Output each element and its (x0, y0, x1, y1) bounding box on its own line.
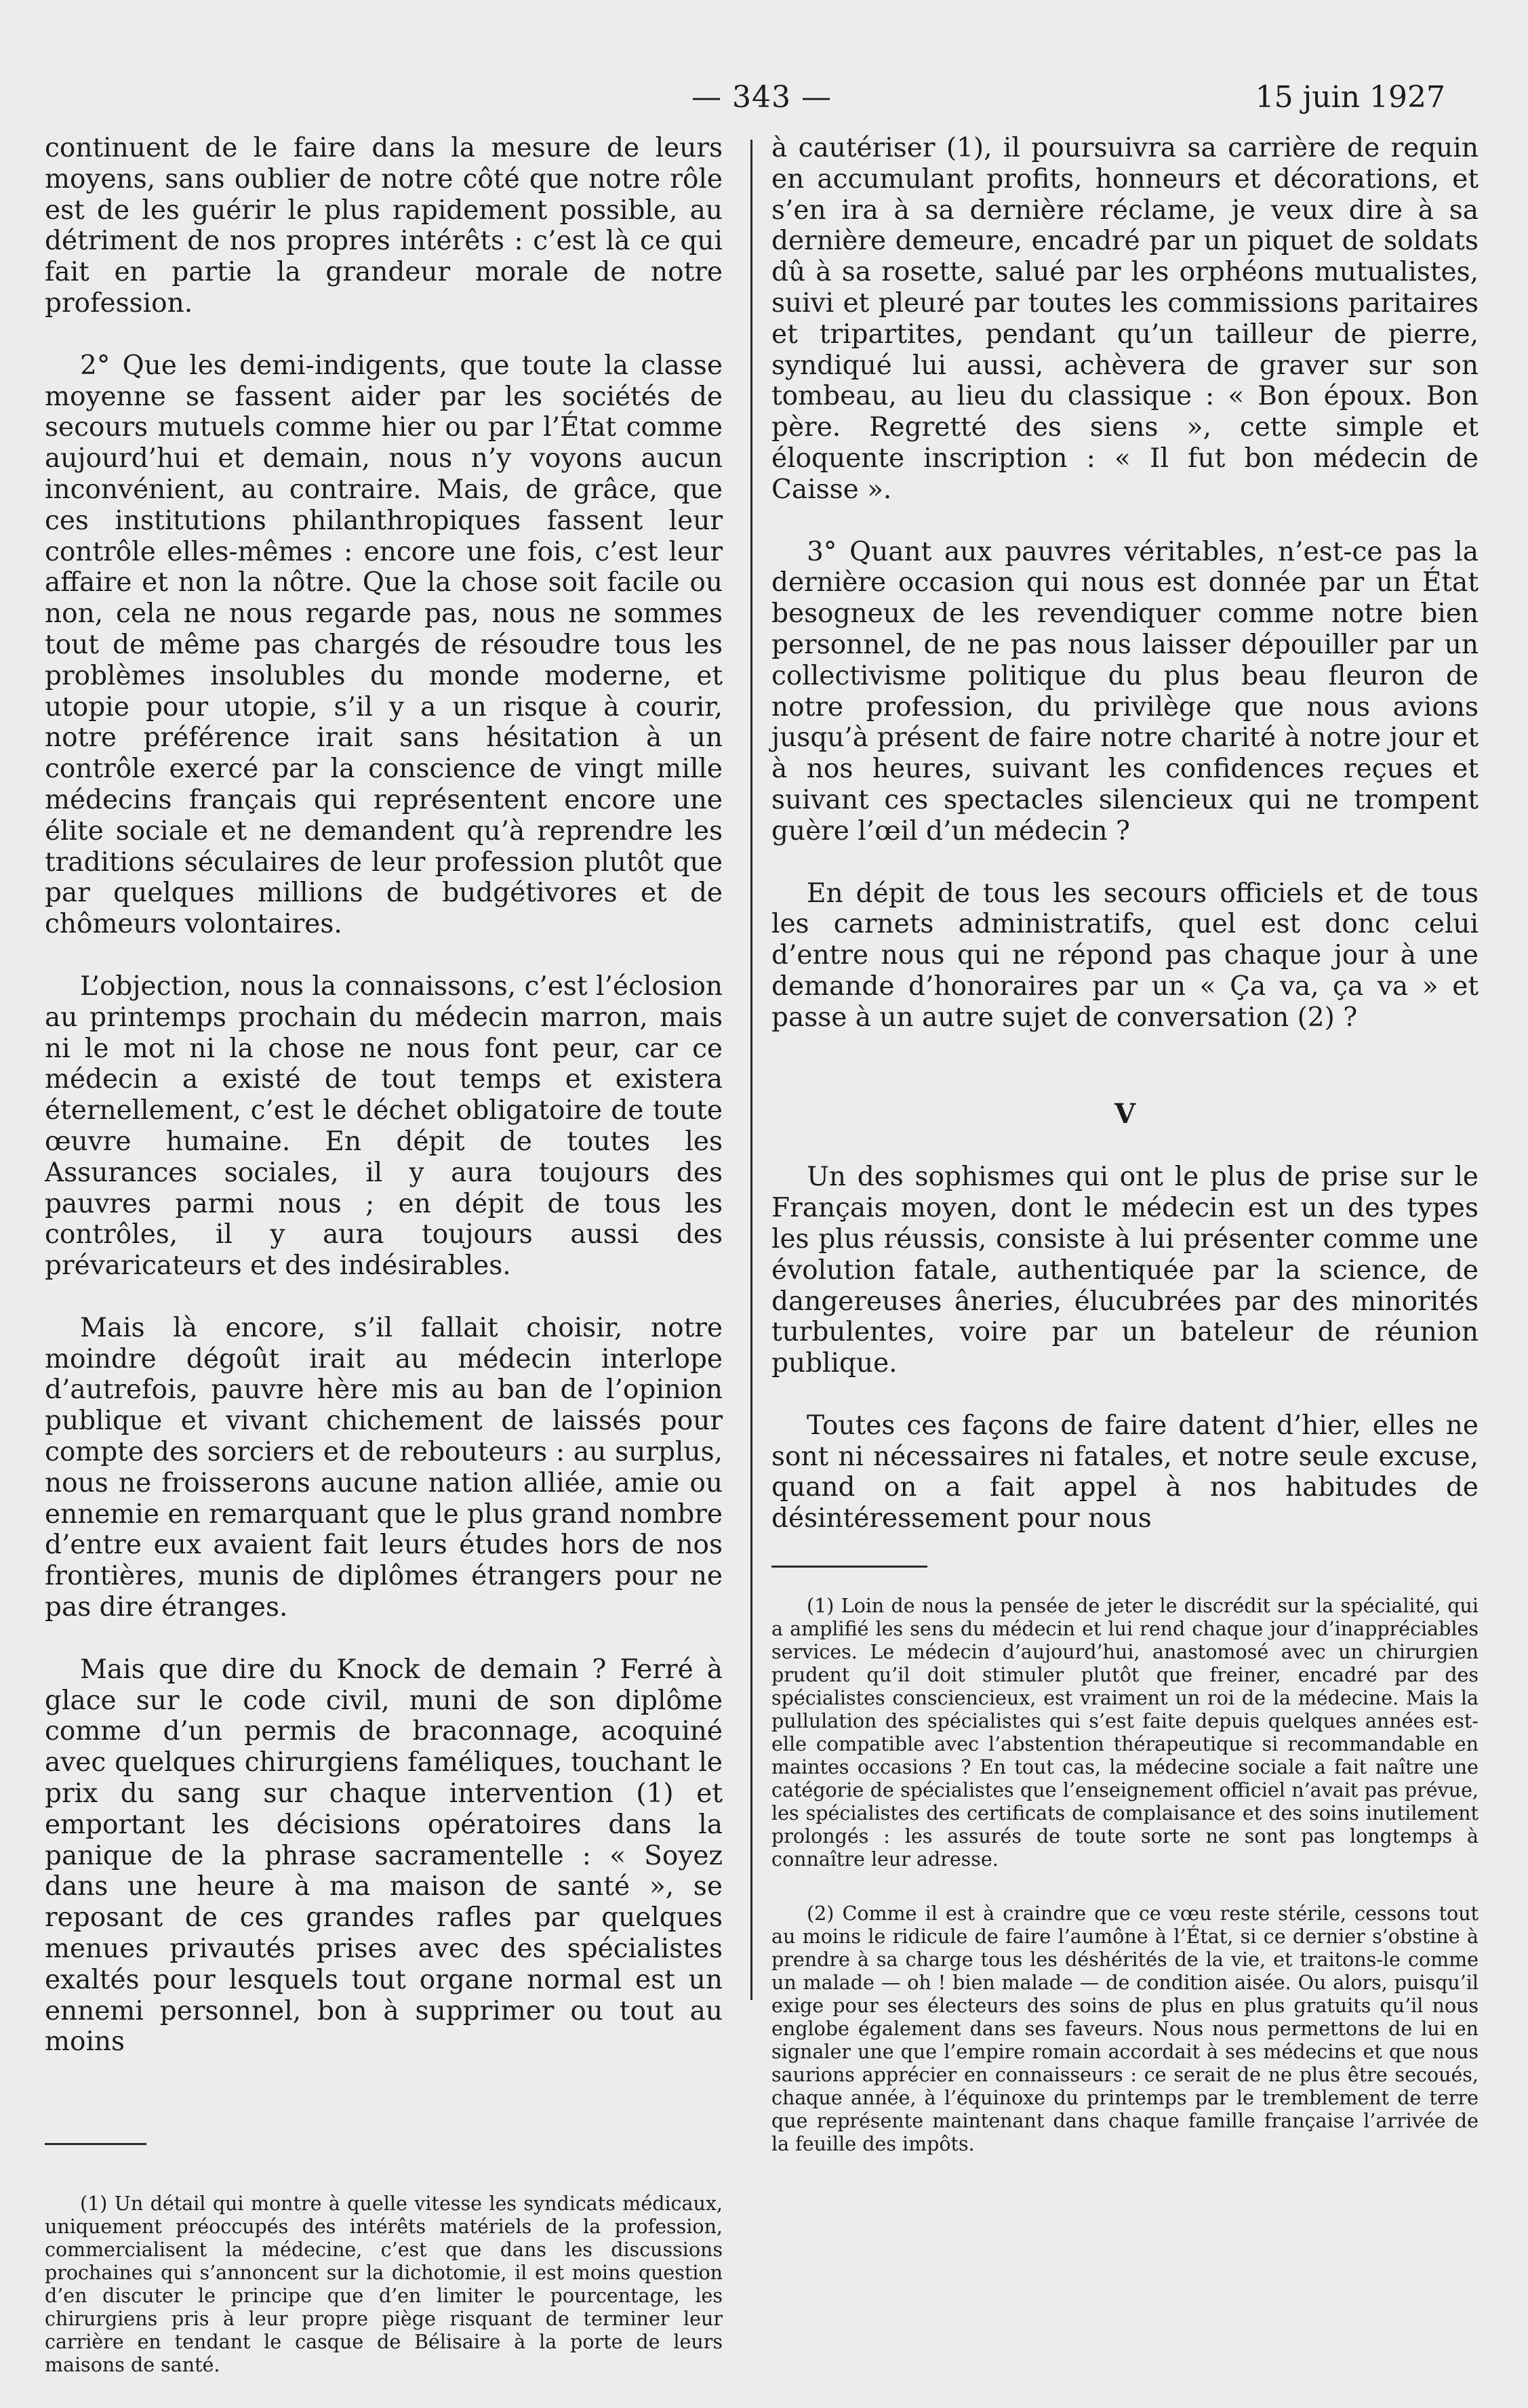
column-divider (750, 140, 752, 2000)
paragraph: Mais que dire du Knock de demain ? Ferré à glace sur le code civil, muni de son diplôme comme d’un permis de braconnage, acoquiné avec quelques chirurgiens faméliques, touchant le prix du sang sur chaque intervention (1) et emportant les décisions opératoires dans la panique de la phrase sacramentelle : « Soyez dans une heure à ma maison de santé », se reposant de ces grandes rafles par quelques menues privautés prises avec des spécialistes exaltés pour lesquels tout organe normal est un ennemi personnel, bon à supprimer ou tout au moins (45, 1654, 723, 2058)
footnote: (1) Loin de nous la pensée de jeter le discrédit sur la spécialité, qui a amplifié les sens du médecin et lui rend chaque jour d’inappréciables services. Le médecin d’aujourd’hui, anastomosé avec un chirurgien prudent qu’il doit stimuler plutôt que freiner, encadré par des spécialistes consciencieux, est vraiment un roi de la médecine. Mais la pullulation des spécialistes qui s’est faite depuis quelques années est-elle compatible avec l’abstention thérapeutique si recommandable en maintes occasions ? En tout cas, la médecine sociale a fait naître une catégorie de spécialistes que l’enseignement officiel n’avait pas prévue, les spécialistes des certificats de complaisance et des soins inutilement prolongés : les assurés de toute sorte ne sont pas longtemps à connaître leur adresse. (771, 1595, 1479, 1871)
paragraph: Toutes ces façons de faire datent d’hier, elles ne sont ni nécessaires ni fatales, et notre seule excuse, quand on a fait appel à nos habitudes de désintéressement pour nous (771, 1410, 1479, 1534)
paragraph: L’objection, nous la connaissons, c’est l’éclosion au printemps prochain du médecin marron, mais ni le mot ni la chose ne nous font peur, car ce médecin a existé de tout temps et existera éternellement, c’est le déchet obligatoire de toute œuvre humaine. En dépit de toutes les Assurances sociales, il y aura toujours des pauvres parmi nous ; en dépit de tous les contrôles, il y aura toujours aussi des prévaricateurs et des indésirables. (45, 971, 723, 1282)
section-heading: V (1114, 1097, 1136, 1130)
footnote: (1) Un détail qui montre à quelle vitesse les syndicats médicaux, uniquement préoccupés des intérêts matériels de la profession, commercialisent la médecine, c’est que dans les discussions prochaines qui s’annoncent sur la dichotomie, il est moins question d’en discuter le principe que d’en limiter le pourcentage, les chirurgiens pris à leur propre piège risquant de terminer leur carrière en tendant le casque de Bélisaire à la porte de leurs maisons de santé. (45, 2192, 723, 2377)
paragraph: à cautériser (1), il poursuivra sa carrière de requin en accumulant profits, honneurs et décorations, et s’en ira à sa dernière réclame, je veux dire à sa dernière demeure, encadré par un piquet de soldats dû à sa rosette, salué par les orphéons mutualistes, suivi et pleuré par toutes les commissions paritaires et tripartites, pendant qu’un tailleur de pierre, syndiqué lui aussi, achèvera de graver sur son tombeau, au lieu du classique : « Bon époux. Bon père. Regretté des siens », cette simple et éloquente inscription : « Il fut bon médecin de Caisse ». (771, 133, 1479, 505)
paragraph: continuent de le faire dans la mesure de leurs moyens, sans oublier de notre côté que notre rôle est de les guérir le plus rapidement possible, au détriment de nos propres intérêts : c’est là ce qui fait en partie la grandeur morale de notre profession. (45, 133, 723, 319)
paragraph: Un des sophismes qui ont le plus de prise sur le Français moyen, dont le médecin est un des types les plus réussis, consiste à lui présenter comme une évolution fatale, authentiquée par la science, de dangereuses âneries, élucubrées par des minorités turbulentes, voire par un bateleur de réunion publique. (771, 1162, 1479, 1379)
paragraph: En dépit de tous les secours officiels et de tous les carnets administratifs, quel est donc celui d’entre nous qui ne répond pas chaque jour à une demande d’honoraires par un « Ça va, ça va » et passe à un autre sujet de conversation (2) ? (771, 878, 1479, 1033)
issue-date: 15 juin 1927 (1255, 80, 1445, 115)
footnote: (2) Comme il est à craindre que ce vœu reste stérile, cessons tout au moins le ridicule de faire l’aumône à l’État, si ce dernier s’obstine à prendre à sa charge tous les déshérités de la vie, et traitons-le comme un malade — oh ! bien malade — de condition aisée. Ou alors, puisqu’il exige pour ses électeurs des soins de plus en plus gratuits qu’il nous englobe également dans ses faveurs. Nous nous permettons de lui en signaler une que l’empire romain accordait à ses médecins et que nous saurions apprécier en connaisseurs : ce serait de ne plus être secoués, chaque année, à l’équinoxe du printemps par le tremblement de terre que représente maintenant dans chaque famille française l’arrivée de la feuille des impôts. (771, 1902, 1479, 2156)
page-number: — 343 — (691, 80, 832, 115)
right-column (771, 133, 1479, 2187)
spacer (45, 2089, 723, 2143)
footnote-rule (771, 1566, 927, 1568)
paragraph: Mais là encore, s’il fallait choisir, notre moindre dégoût irait au médecin interlope d’autrefois, pauvre hère mis au ban de l’opinion publique et vivant chichement de laissés pour compte des sorciers et de rebouteurs : au surplus, nous ne froisserons aucune nation alliée, amie ou ennemie en remarquant que le plus grand nombre d’entre eux avaient fait leurs études hors de nos frontières, munis de diplômes étrangers pour ne pas dire étranges. (45, 1312, 723, 1623)
footnote-rule (45, 2143, 146, 2145)
paragraph: 2° Que les demi-indigents, que toute la classe moyenne se fassent aider par les sociétés de secours mutuels comme hier ou par l’État comme aujourd’hui et demain, nous n’y voyons aucun inconvénient, au contraire. Mais, de grâce, que ces institutions philanthropiques fassent leur contrôle elles-mêmes : encore une fois, c’est leur affaire et non la nôtre. Que la chose soit facile ou non, cela ne nous regarde pas, nous ne sommes tout de même pas chargés de résoudre tous les problèmes insolubles du monde moderne, et utopie pour utopie, s’il y a un risque à courir, notre préférence irait sans hésitation à un contrôle exercé par la conscience de vingt mille médecins français qui représentent encore une élite sociale et ne demandent qu’à reprendre les traditions séculaires de leur profession plutôt que par quelques millions de budgétivores et de chômeurs volontaires. (45, 350, 723, 940)
paragraph: 3° Quant aux pauvres véritables, n’est-ce pas la dernière occasion qui nous est donnée par un État besogneux de les revendiquer comme notre bien personnel, de ne pas nous laisser dépouiller par un collectivisme politique du plus beau fleuron de notre profession, du privilège que nous avions jusqu’à présent de faire notre charité à notre jour et à nos heures, suivant les confidences reçues et suivant ces spectacles silencieux qui ne trompent guère l’œil d’un médecin ? (771, 536, 1479, 846)
left-column (45, 133, 723, 2408)
